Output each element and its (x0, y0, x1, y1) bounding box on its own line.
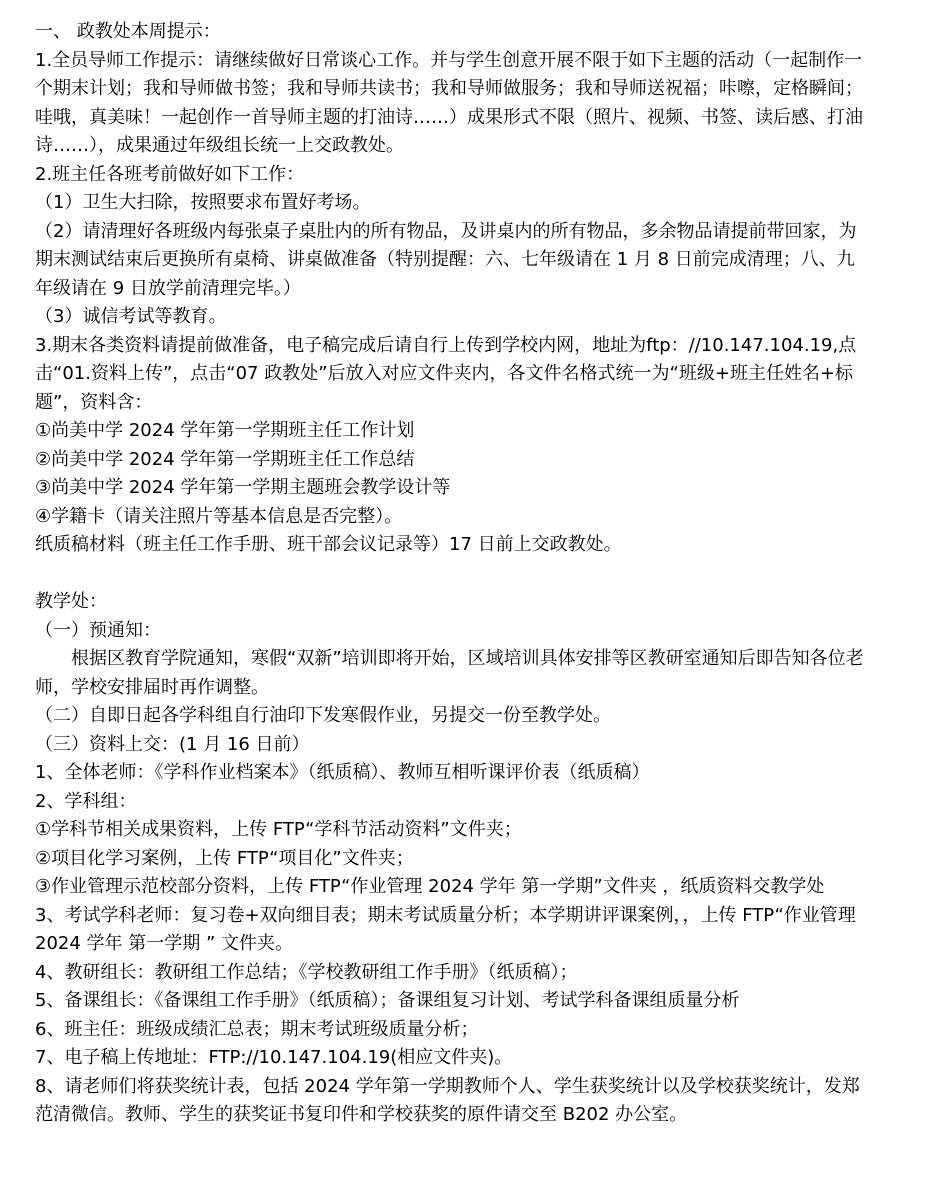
document-body (35, 18, 870, 1130)
politics-heading: 一、 政教处本周提示： (35, 21, 221, 42)
teaching-submit-2-2: ②项目化学习案例，上传 FTP“项目化”文件夹； (35, 847, 414, 869)
section-spacer (35, 560, 870, 589)
teaching-submit-2-1: ①学科节相关成果资料，上传 FTP“学科节活动资料”文件夹； (35, 819, 522, 840)
politics-item-2-3: （3）诚信考试等教育。 (35, 306, 227, 327)
politics-item-2-1: （1）卫生大扫除，按照要求布置好考场。 (35, 192, 371, 213)
teaching-heading: 教学处： (35, 591, 107, 612)
teaching-submit-1: 1、全体老师：《学科作业档案本》（纸质稿）、教师互相听课评价表（纸质稿） (35, 762, 650, 783)
politics-item-3-3: ③尚美中学 2024 学年第一学期主题班会教学设计等 (35, 477, 451, 498)
teaching-notice-text: 根据区教育学院通知，寒假“双新”培训即将开始，区域培训具体安排等区教研室通知后即告知各位老师，学校安排届时再作调整。 (35, 648, 864, 698)
politics-item-3: 3.期末各类资料请提前做准备，电子稿完成后请自行上传到学校内网，地址为ftp：//10.147.104.19,点击“01.资料上传”，点击“07 政教处”后放入对应文件夹内，各文件名格式统一为“班级+班主任姓名+标题”，资料含： (35, 334, 857, 413)
politics-item-2-2: （2）请清理好各班级内每张桌子桌肚内的所有物品，及讲桌内的所有物品，多余物品请提前带回家，为期末测试结束后更换所有桌椅、讲桌做准备（特别提醒：六、七年级请在 1 月 8 日前完成清理；八、九年级请在 9 日放学前清理完毕。） (35, 220, 857, 299)
teaching-submit-6: 6、班主任：班级成绩汇总表；期末考试班级质量分析； (35, 1018, 479, 1040)
teaching-submit-heading: （三）资料上交：(1 月 16 日前） (35, 733, 310, 755)
politics-item-3-4: ④学籍卡（请关注照片等基本信息是否完整）。 (35, 505, 403, 527)
politics-item-3-1: ①尚美中学 2024 学年第一学期班主任工作计划 (35, 420, 415, 441)
teaching-submit-8: 8、请老师们将获奖统计表，包括 2024 学年第一学期教师个人、学生获奖统计以及学校获奖统计，发郑范清微信。教师、学生的获奖证书复印件和学校获奖的原件请交至 B202 办公室。 (35, 1075, 860, 1125)
teaching-submit-3: 3、考试学科老师：复习卷+双向细目表；期末考试质量分析；本学期讲评课案例，，上传 FTP“作业管理 2024 学年 第一学期 ” 文件夹。 (35, 904, 856, 954)
teaching-submit-2: 2、学科组： (35, 790, 137, 812)
politics-item-3-2: ②尚美中学 2024 学年第一学期班主任工作总结 (35, 448, 415, 470)
teaching-submit-5: 5、备课组长：《备课组工作手册》（纸质稿）；备课组复习计划、考试学科备课组质量分析 (35, 990, 740, 1011)
politics-item-2: 2.班主任各班考前做好如下工作： (35, 163, 305, 185)
teaching-notice-heading: （一）预通知： (35, 619, 161, 641)
politics-item-1: 1.全员导师工作提示：请继续做好日常谈心工作。并与学生创意开展不限于如下主题的活动（一起制作一个期末计划；我和导师做书签；我和导师共读书；我和导师做服务；我和导师送祝福；咔嚓，定格瞬间；哇哦，真美味！一起创作一首导师主题的打油诗……）成果形式不限（照片、视频、书签、读后感、打油诗……），成果通过年级组长统一上交政教处。 (35, 49, 863, 156)
teaching-submit-4: 4、教研组长：教研组工作总结；《学校教研组工作手册》（纸质稿）； (35, 961, 578, 983)
teaching-submit-2-3: ③作业管理示范校部分资料，上传 FTP“作业管理 2024 学年 第一学期”文件夹 ，纸质资料交教学处 (35, 876, 825, 897)
teaching-submit-7: 7、电子稿上传地址：FTP://10.147.104.19(相应文件夹)。 (35, 1047, 513, 1068)
politics-paper-materials: 纸质稿材料（班主任工作手册、班干部会议记录等）17 日前上交政教处。 (35, 534, 622, 555)
teaching-homework: （二）自即日起各学科组自行油印下发寒假作业，另提交一份至教学处。 (35, 705, 611, 726)
